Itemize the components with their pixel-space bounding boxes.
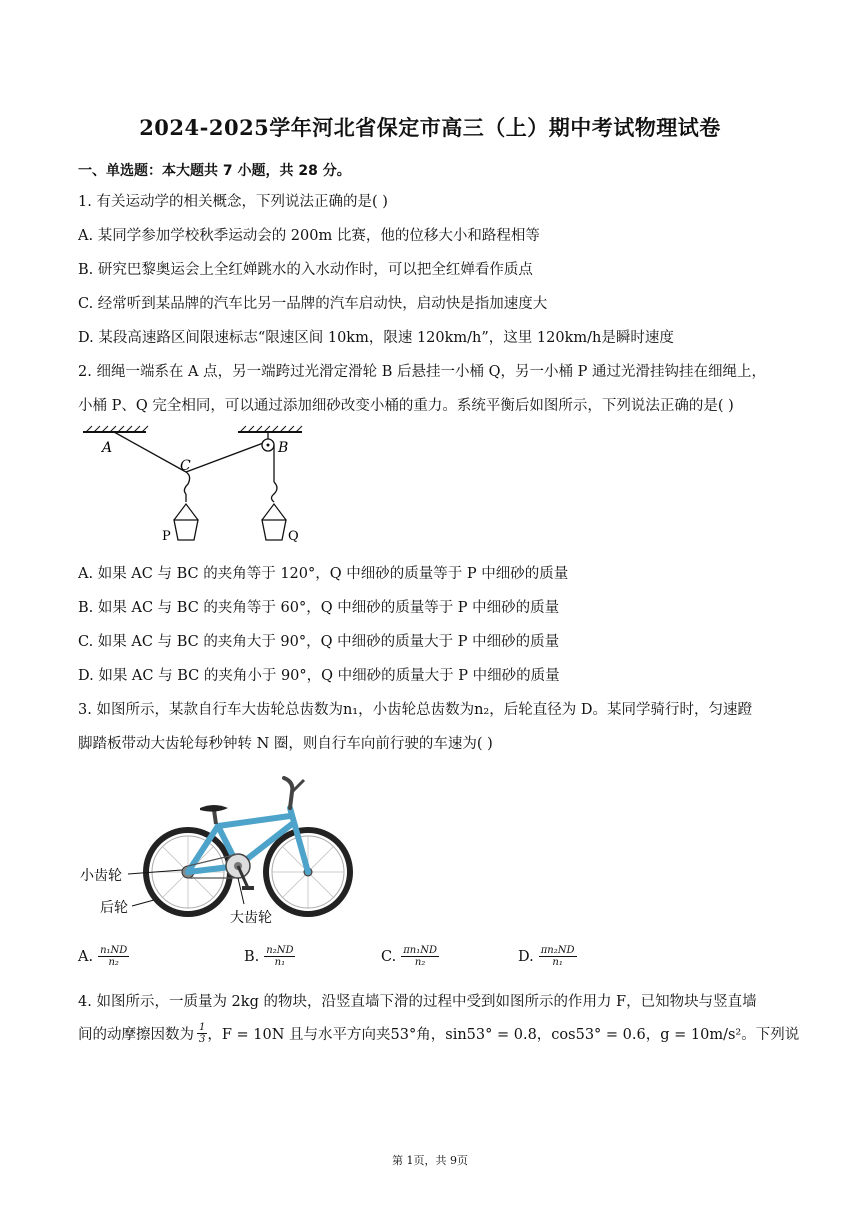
q1-option-a: A. 某同学参加学校秋季运动会的 200m 比赛，他的位移大小和路程相等 xyxy=(78,228,540,244)
q3-option-a xyxy=(78,945,129,968)
label-c: C xyxy=(180,458,191,474)
label-p: P xyxy=(162,529,171,544)
q3-option-b-label: B. xyxy=(244,948,260,965)
q2-option-d: D. 如果 AC 与 BC 的夹角小于 90°，Q 中细砂的质量大于 P 中细砂的质量 xyxy=(78,668,560,684)
q4-stem-line1: 4. 如图所示，一质量为 2kg 的物块，沿竖直墙下滑的过程中受到如图所示的作用力 F，已知物块与竖直墙 xyxy=(78,994,757,1010)
q3-option-c-numerator: πn₁ND xyxy=(403,945,437,956)
q3-option-a-numerator: n₁ND xyxy=(100,945,128,956)
page-footer: 第 1页，共 9页 xyxy=(392,1154,468,1167)
q3-stem-line1: 3. 如图所示，某款自行车大齿轮总齿数为n₁，小齿轮总齿数为n₂，后轮直径为 D。某同学骑行时，匀速蹬 xyxy=(78,702,752,718)
label-big-gear: 大齿轮 xyxy=(230,910,272,926)
page-title: 2024-2025学年河北省保定市高三（上）期中考试物理试卷 xyxy=(139,115,721,140)
q4-stem-line2-end: ，F = 10N 且与水平方向夹53°角，sin53° = 0.8，cos53° = 0.6，g = 10m/s²。下列说 xyxy=(207,1027,800,1043)
mu-fraction xyxy=(197,1022,207,1045)
q3-option-d-label: D. xyxy=(518,948,534,965)
q3-option-a-denominator: n₂ xyxy=(108,957,119,968)
q3-option-c xyxy=(381,945,439,968)
q3-option-d-numerator: πn₂ND xyxy=(540,945,575,956)
q3-option-c-label: C. xyxy=(381,948,397,965)
label-q: Q xyxy=(288,529,299,544)
q2-option-a: A. 如果 AC 与 BC 的夹角等于 120°，Q 中细砂的质量等于 P 中细砂的质量 xyxy=(78,566,569,582)
mu-denominator: 3 xyxy=(199,1034,206,1045)
q1-option-b: B. 研究巴黎奥运会上全红婵跳水的入水动作时，可以把全红婵看作质点 xyxy=(78,262,533,278)
q1-stem: 1. 有关运动学的相关概念，下列说法正确的是( ) xyxy=(78,194,388,210)
q3-option-b-denominator: n₁ xyxy=(274,957,286,968)
q3-option-a-label: A. xyxy=(78,948,94,965)
q3-option-b xyxy=(244,945,295,968)
q1-option-c: C. 经常听到某品牌的汽车比另一品牌的汽车启动快，启动快是指加速度大 xyxy=(78,296,548,312)
mu-numerator: 1 xyxy=(199,1022,206,1033)
q4-stem-line2 xyxy=(78,1022,799,1045)
q2-stem-line1: 2. 细绳一端系在 A 点，另一端跨过光滑定滑轮 B 后悬挂一小桶 Q，另一小桶 P 通过光滑挂钩挂在细绳上， xyxy=(78,364,766,380)
q3-option-b-numerator: n₂ND xyxy=(266,945,294,956)
q2-option-b: B. 如果 AC 与 BC 的夹角等于 60°，Q 中细砂的质量等于 P 中细砂的质量 xyxy=(78,600,560,616)
label-rear-wheel: 后轮 xyxy=(100,900,128,916)
section-heading: 一、单选题：本大题共 7 小题，共 28 分。 xyxy=(78,163,351,179)
q2-stem-line2: 小桶 P、Q 完全相同，可以通过添加细砂改变小桶的重力。系统平衡后如图所示，下列说法正确的是( ) xyxy=(78,398,734,414)
label-a: A xyxy=(102,440,113,456)
q4-stem-line2-start: 间的动摩擦因数为 xyxy=(78,1027,194,1043)
label-b: B xyxy=(278,440,289,456)
q3-option-d-denominator: n₁ xyxy=(552,957,563,968)
q2-option-c: C. 如果 AC 与 BC 的夹角大于 90°，Q 中细砂的质量大于 P 中细砂的质量 xyxy=(78,634,560,650)
q1-option-d: D. 某段高速路区间限速标志“限速区间 10km，限速 120km/h”，这里 120km/h是瞬时速度 xyxy=(78,330,674,346)
q3-option-d xyxy=(518,945,577,968)
bicycle-diagram xyxy=(78,766,368,936)
q3-option-c-denominator: n₂ xyxy=(414,957,426,968)
pulley-diagram xyxy=(78,424,318,554)
q3-stem-line2: 脚踏板带动大齿轮每秒钟转 N 圈，则自行车向前行驶的车速为( ) xyxy=(78,736,493,752)
label-small-gear: 小齿轮 xyxy=(80,868,122,884)
